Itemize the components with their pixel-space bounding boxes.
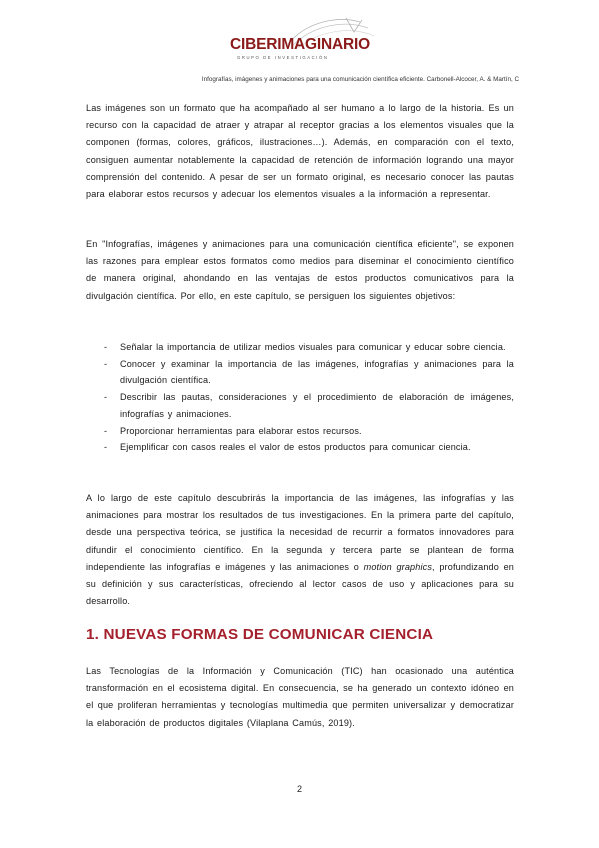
paragraph-text: , profundizando en su definición y sus características, ofreciendo al lector casos de uso y aplicaciones para su desarrollo. [86, 561, 515, 607]
section-heading: 1. NUEVAS FORMAS DE COMUNICAR CIENCIA [86, 626, 434, 643]
bullet-marker: - [104, 392, 108, 403]
list-item [104, 439, 514, 456]
list-item-text: Conocer y examinar la importancia de las imágenes, infografías y animaciones para la divulgación científica. [120, 358, 514, 386]
list-item [104, 389, 514, 422]
list-item [104, 356, 514, 389]
list-item-text: Señalar la importancia de utilizar medios visuales para comunicar y educar sobre ciencia. [120, 342, 506, 352]
list-item-text: Ejemplificar con casos reales el valor de estos productos para comunicar ciencia. [120, 442, 471, 453]
body-paragraph: En "Infografías, imágenes y animaciones para una comunicación científica eficiente", se exponen las razones para emplear estos formatos como medios para diseminar el conocimiento científico de manera original, ahondando en las ventajas de estos productos comunicativos para la divulgación científica. Por ello, en este capítulo, se persiguen los siguientes objetivos: [86, 239, 514, 301]
list-item-text: Proporcionar herramientas para elaborar estos recursos. [120, 425, 362, 436]
bullet-marker: - [104, 342, 108, 352]
body-paragraph: Las Tecnologías de la Información y Comunicación (TIC) han ocasionado una auténtica transformación en el ecosistema digital. En consecuencia, se ha generado un contexto idóneo en el que proliferan herramientas y tecnologías multimedia que permiten universalizar y democratizar la elaboración de productos digitales (Vilaplana Camús, 2019). [86, 666, 514, 728]
body-paragraph: Las imágenes son un formato que ha acompañado al ser humano a lo largo de la historia. Es un recurso con la capacidad de atraer y atrapar al receptor gracias a los elementos visuales que la componen (formas, colores, gráficos, ilustraciones…). Además, en comparación con el texto, consiguen aumentar notablemente la capacidad de retención de información logrando una mayor comprensión del contenido. A pesar de ser un formato original, es necesario conocer las pautas para elaborar estos recursos y adecuar los elementos visuales a la información a representar. [86, 103, 514, 200]
ciberimaginario-logo [228, 14, 378, 58]
logo-subtitle: GRUPO DE INVESTIGACIÓN [237, 55, 329, 60]
italic-term: motion graphics [363, 561, 433, 572]
page-number: 2 [296, 784, 302, 794]
objectives-list [104, 339, 514, 456]
body-paragraph [86, 490, 514, 610]
logo-wordmark: CIBERIMAGINARIO [230, 36, 370, 53]
paragraph-text: A lo largo de este capítulo descubrirás la importancia de las imágenes, las infografías y las animaciones para mostrar los resultados de tus investigaciones. En la primera parte del capítulo, desde una perspectiva teórica, se justifica la necesidad de recurrir a formatos innovadores para difundir el conocimiento científico. En la segunda y tercera parte se plantean de forma independiente las infografías e imágenes y las animaciones o [86, 493, 514, 572]
running-header: Infografías, imágenes y animaciones para una comunicación científica eficiente. Carbonell-Alcocer, A. & Martín, C [201, 76, 519, 83]
bullet-marker: - [104, 425, 108, 436]
bullet-marker: - [104, 442, 108, 453]
bullet-marker: - [104, 358, 108, 369]
list-item-text: Describir las pautas, consideraciones y el procedimiento de elaboración de imágenes, infografías y animaciones. [120, 392, 514, 419]
list-item [104, 423, 514, 440]
list-item [104, 339, 514, 356]
